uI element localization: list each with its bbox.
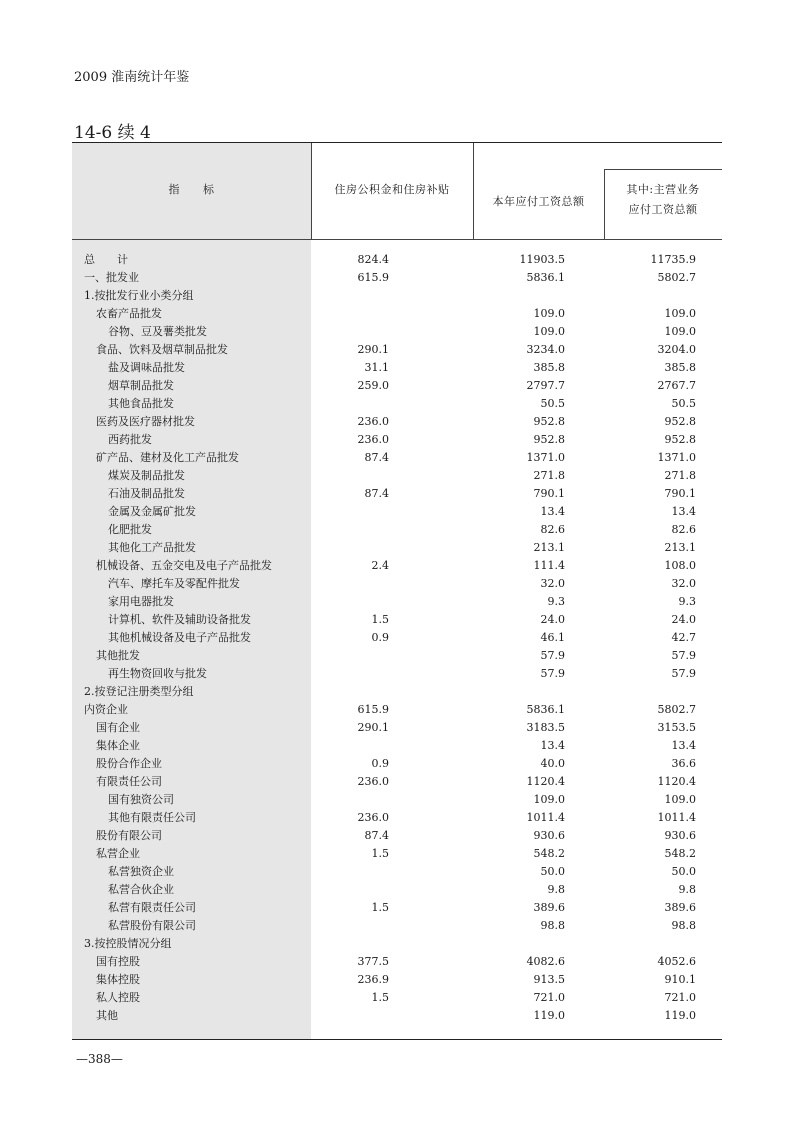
main-business-value: 271.8 [664,469,696,482]
row-label: 金属及金属矿批发 [108,505,196,518]
table-row [72,287,722,305]
table-row [72,377,722,395]
housing-value: 615.9 [357,703,389,716]
total-wages-value: 46.1 [540,631,565,644]
table-row [72,791,722,809]
table-row [72,575,722,593]
total-wages-value: 2797.7 [526,379,565,392]
housing-value: 236.0 [357,811,389,824]
total-wages-value: 913.5 [533,973,565,986]
table-number: 14-6 续 4 [74,123,151,143]
row-label: 家用电器批发 [108,595,174,608]
table-row [72,683,722,701]
main-business-value: 385.8 [664,361,696,374]
main-business-value: 57.9 [671,649,696,662]
housing-value: 31.1 [364,361,389,374]
row-label: 私营企业 [96,847,140,860]
total-wages-value: 24.0 [540,613,565,626]
main-business-value: 11735.9 [650,253,696,266]
row-label: 食品、饮料及烟草制品批发 [96,343,228,356]
total-wages-value: 3234.0 [526,343,565,356]
main-business-value: 3204.0 [657,343,696,356]
row-label: 有限责任公司 [96,775,162,788]
table-row [72,341,722,359]
row-label: 私人控股 [96,991,140,1004]
header-main-business-line1: 其中:主营业务 [626,183,700,196]
table-row [72,737,722,755]
main-business-value: 24.0 [671,613,696,626]
housing-value: 1.5 [371,847,389,860]
housing-value: 236.0 [357,775,389,788]
subheader-line [604,169,722,170]
total-wages-value: 109.0 [533,307,565,320]
main-business-value: 42.7 [671,631,696,644]
main-business-value: 36.6 [671,757,696,770]
housing-value: 259.0 [357,379,389,392]
main-business-value: 13.4 [671,739,696,752]
table-row [72,467,722,485]
table-body [72,251,722,1025]
total-wages-value: 271.8 [533,469,565,482]
main-business-value: 548.2 [664,847,696,860]
total-wages-value: 5836.1 [526,271,565,284]
housing-value: 615.9 [357,271,389,284]
total-wages-value: 98.8 [540,919,565,932]
total-wages-value: 11903.5 [519,253,565,266]
table-row [72,701,722,719]
table-row [72,395,722,413]
total-wages-value: 790.1 [533,487,565,500]
main-business-value: 109.0 [664,793,696,806]
row-label: 再生物资回收与批发 [108,667,207,680]
main-business-value: 389.6 [664,901,696,914]
table-row [72,647,722,665]
table-row [72,719,722,737]
total-wages-value: 1120.4 [526,775,565,788]
row-label: 其他化工产品批发 [108,541,196,554]
total-wages-value: 1011.4 [526,811,565,824]
row-label: 私营合伙企业 [108,883,174,896]
total-wages-value: 1371.0 [526,451,565,464]
row-label: 汽车、摩托车及零配件批发 [108,577,240,590]
row-label: 1.按批发行业小类分组 [84,289,194,302]
page-number: —388— [76,1052,123,1066]
table-row [72,413,722,431]
main-business-value: 2767.7 [657,379,696,392]
total-wages-value: 385.8 [533,361,565,374]
total-wages-value: 5836.1 [526,703,565,716]
housing-value: 0.9 [371,631,389,644]
main-business-value: 109.0 [664,325,696,338]
total-wages-value: 57.9 [540,649,565,662]
row-label: 化肥批发 [108,523,152,536]
table-row [72,557,722,575]
row-label: 石油及制品批发 [108,487,185,500]
data-table [72,142,722,1040]
housing-value: 236.0 [357,433,389,446]
row-label: 农畜产品批发 [96,307,162,320]
row-label: 其他 [96,1009,118,1022]
table-row [72,251,722,269]
main-business-value: 930.6 [664,829,696,842]
table-row [72,611,722,629]
housing-value: 87.4 [364,829,389,842]
row-label: 私营独资企业 [108,865,174,878]
table-row [72,1007,722,1025]
table-row [72,323,722,341]
table-row [72,431,722,449]
table-row [72,809,722,827]
housing-value: 87.4 [364,451,389,464]
main-business-value: 119.0 [664,1009,696,1022]
row-label: 盐及调味品批发 [108,361,185,374]
main-business-value: 910.1 [664,973,696,986]
row-label: 一、批发业 [84,271,139,284]
total-wages-value: 213.1 [533,541,565,554]
total-wages-value: 111.4 [533,559,565,572]
table-row [72,269,722,287]
row-label: 2.按登记注册类型分组 [84,685,194,698]
table-row [72,629,722,647]
housing-value: 290.1 [357,721,389,734]
row-label: 计算机、软件及辅助设备批发 [108,613,251,626]
housing-value: 1.5 [371,901,389,914]
housing-value: 377.5 [357,955,389,968]
table-row [72,935,722,953]
housing-value: 236.9 [357,973,389,986]
table-row [72,827,722,845]
total-wages-value: 13.4 [540,739,565,752]
table-row [72,989,722,1007]
header-divider [473,143,474,239]
row-label: 私营有限责任公司 [108,901,196,914]
total-wages-value: 40.0 [540,757,565,770]
main-business-value: 57.9 [671,667,696,680]
total-wages-value: 32.0 [540,577,565,590]
row-label: 谷物、豆及薯类批发 [108,325,207,338]
total-wages-value: 9.8 [547,883,565,896]
row-label: 股份有限公司 [96,829,162,842]
total-wages-value: 50.5 [540,397,565,410]
main-business-value: 98.8 [671,919,696,932]
main-business-value: 4052.6 [657,955,696,968]
header-bottom-line [72,239,722,240]
main-business-value: 5802.7 [657,703,696,716]
main-business-value: 213.1 [664,541,696,554]
row-label: 其他机械设备及电子产品批发 [108,631,251,644]
total-wages-value: 4082.6 [526,955,565,968]
row-label: 矿产品、建材及化工产品批发 [96,451,239,464]
row-label: 煤炭及制品批发 [108,469,185,482]
table-row [72,593,722,611]
main-business-value: 952.8 [664,415,696,428]
row-label: 国有企业 [96,721,140,734]
main-business-value: 13.4 [671,505,696,518]
row-label: 西药批发 [108,433,152,446]
total-wages-value: 952.8 [533,433,565,446]
housing-value: 0.9 [371,757,389,770]
total-wages-value: 119.0 [533,1009,565,1022]
table-row [72,863,722,881]
table-row [72,971,722,989]
row-label: 其他批发 [96,649,140,662]
row-label: 集体控股 [96,973,140,986]
row-label: 股份合作企业 [96,757,162,770]
table-row [72,665,722,683]
table-row [72,539,722,557]
row-label: 国有独资公司 [108,793,174,806]
row-label: 烟草制品批发 [108,379,174,392]
total-wages-value: 13.4 [540,505,565,518]
main-business-value: 50.5 [671,397,696,410]
main-business-value: 9.3 [678,595,696,608]
housing-value: 1.5 [371,613,389,626]
row-label: 其他食品批发 [108,397,174,410]
housing-value: 824.4 [357,253,389,266]
total-wages-value: 57.9 [540,667,565,680]
table-row [72,503,722,521]
row-label: 3.按控股情况分组 [84,937,172,950]
main-business-value: 1011.4 [657,811,696,824]
main-business-value: 50.0 [671,865,696,878]
table-row [72,845,722,863]
table-row [72,899,722,917]
row-label: 集体企业 [96,739,140,752]
table-row [72,521,722,539]
table-row [72,773,722,791]
row-label: 其他有限责任公司 [108,811,196,824]
table-row [72,953,722,971]
header-indicator: 指 标 [168,183,215,196]
main-business-value: 952.8 [664,433,696,446]
housing-value: 290.1 [357,343,389,356]
total-wages-value: 50.0 [540,865,565,878]
table-row [72,917,722,935]
housing-value: 236.0 [357,415,389,428]
main-business-value: 109.0 [664,307,696,320]
total-wages-value: 930.6 [533,829,565,842]
total-wages-value: 109.0 [533,325,565,338]
main-business-value: 1371.0 [657,451,696,464]
table-row [72,485,722,503]
main-business-value: 9.8 [678,883,696,896]
housing-value: 87.4 [364,487,389,500]
main-business-value: 82.6 [671,523,696,536]
header-housing: 住房公积金和住房补贴 [334,183,450,196]
main-business-value: 790.1 [664,487,696,500]
table-row [72,359,722,377]
total-wages-value: 3183.5 [526,721,565,734]
housing-value: 1.5 [371,991,389,1004]
table-row [72,449,722,467]
total-wages-value: 548.2 [533,847,565,860]
row-label: 私营股份有限公司 [108,919,196,932]
main-business-value: 721.0 [664,991,696,1004]
total-wages-value: 721.0 [533,991,565,1004]
housing-value: 2.4 [371,559,389,572]
row-label: 总 计 [84,253,128,266]
main-business-value: 1120.4 [657,775,696,788]
header-main-business-line2: 应付工资总额 [628,203,698,216]
table-row [72,755,722,773]
running-head: 2009 淮南统计年鉴 [74,70,190,85]
total-wages-value: 9.3 [547,595,565,608]
table-row [72,881,722,899]
main-business-value: 32.0 [671,577,696,590]
row-label: 内资企业 [84,703,128,716]
row-label: 医药及医疗器材批发 [96,415,195,428]
total-wages-value: 389.6 [533,901,565,914]
total-wages-value: 952.8 [533,415,565,428]
header-total-wages: 本年应付工资总额 [492,195,585,208]
row-label: 机械设备、五金交电及电子产品批发 [96,559,272,572]
main-business-value: 5802.7 [657,271,696,284]
row-label: 国有控股 [96,955,140,968]
main-business-value: 108.0 [664,559,696,572]
main-business-value: 3153.5 [657,721,696,734]
table-row [72,305,722,323]
total-wages-value: 82.6 [540,523,565,536]
total-wages-value: 109.0 [533,793,565,806]
